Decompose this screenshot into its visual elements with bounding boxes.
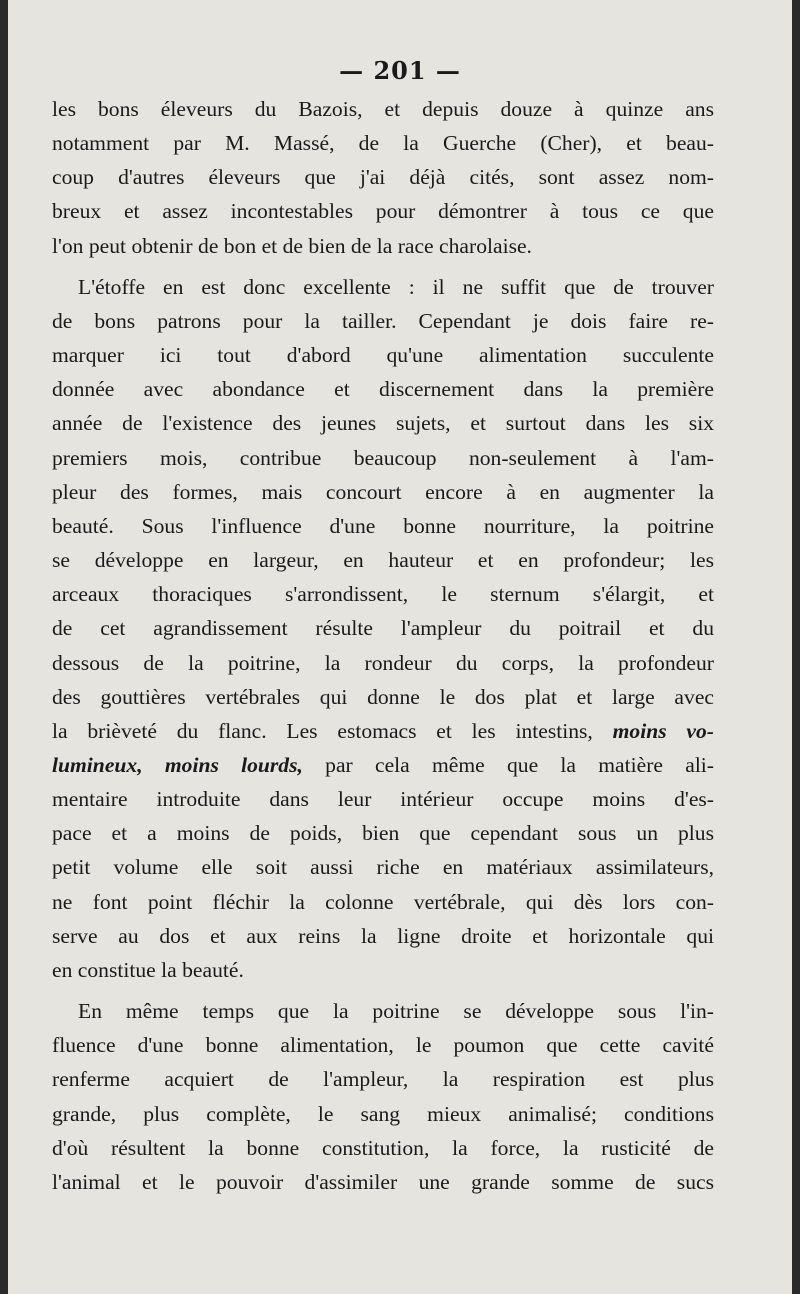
text-line: se développe en largeur, en hauteur et en profondeur; les — [52, 548, 714, 573]
text-line: d'où résultent la bonne constitution, la force, la rusticité de — [52, 1135, 714, 1160]
text-line: grande, plus complète, le sang mieux animalisé; conditions — [52, 1101, 714, 1126]
text-line: renferme acquiert de l'ampleur, la respiration est plus — [52, 1067, 714, 1092]
text-line: de cet agrandissement résulte l'ampleur du poitrail et du — [52, 616, 714, 641]
text-segment: la brièveté du flanc. Les estomacs et les intestins, — [52, 718, 593, 743]
text-segment: par cela même que la matière ali- — [302, 752, 715, 777]
text-line: notamment par M. Massé, de la Guerche (Cher), et beau- — [52, 131, 714, 156]
text-line: dessous de la poitrine, la rondeur du corps, la profondeur — [52, 650, 714, 675]
text-line: ne font point fléchir la colonne vertébrale, qui dès lors con- — [52, 889, 714, 914]
italic-text: lumineux, moins lourds, — [52, 752, 303, 777]
text-line: L'étoffe en est donc excellente : il ne suffit que de trouver — [78, 274, 714, 299]
text-line: les bons éleveurs du Bazois, et depuis douze à quinze ans — [52, 97, 714, 121]
text-line: marquer ici tout d'abord qu'une alimentation succulente — [52, 343, 714, 368]
book-page — [8, 0, 792, 1294]
text-line: en constitue la beauté. — [52, 957, 244, 982]
page-number: — 201 — — [339, 56, 461, 85]
text-line: En même temps que la poitrine se développe sous l'in- — [78, 999, 714, 1024]
paragraph-2 — [52, 270, 714, 987]
text-line: pace et a moins de poids, bien que cependant sous un plus — [52, 821, 714, 846]
text-line: l'on peut obtenir de bon et de bien de la race charolaise. — [52, 233, 532, 258]
italic-text: moins vo- — [612, 718, 714, 743]
text-line: breux et assez incontestables pour démontrer à tous ce que — [52, 199, 714, 224]
text-line: année de l'existence des jeunes sujets, et surtout dans les six — [52, 411, 714, 436]
text-line: de bons patrons pour la tailler. Cependant je dois faire re- — [52, 308, 714, 333]
text-line-with-italic — [52, 748, 714, 782]
text-line: premiers mois, contribue beaucoup non-seulement à l'am- — [52, 445, 714, 470]
text-line-with-italic — [52, 714, 714, 748]
text-line: arceaux thoraciques s'arrondissent, le sternum s'élargit, et — [52, 582, 714, 607]
text-line: fluence d'une bonne alimentation, le poumon que cette cavité — [52, 1033, 714, 1058]
text-line: donnée avec abondance et discernement dans la première — [52, 377, 714, 402]
paragraph-1 — [52, 92, 714, 263]
text-line: des gouttières vertébrales qui donne le dos plat et large avec — [52, 684, 714, 709]
body-text — [52, 92, 714, 1199]
paragraph-3 — [52, 994, 714, 1199]
text-line: pleur des formes, mais concourt encore à en augmenter la — [52, 479, 714, 504]
text-line: beauté. Sous l'influence d'une bonne nourriture, la poitrine — [52, 513, 714, 538]
text-line: serve au dos et aux reins la ligne droite et horizontale qui — [52, 923, 714, 948]
text-line: mentaire introduite dans leur intérieur occupe moins d'es- — [52, 787, 714, 812]
text-line: coup d'autres éleveurs que j'ai déjà cités, sont assez nom- — [52, 165, 714, 190]
text-line: l'animal et le pouvoir d'assimiler une grande somme de sucs — [52, 1169, 714, 1194]
text-line: petit volume elle soit aussi riche en matériaux assimilateurs, — [52, 855, 714, 880]
